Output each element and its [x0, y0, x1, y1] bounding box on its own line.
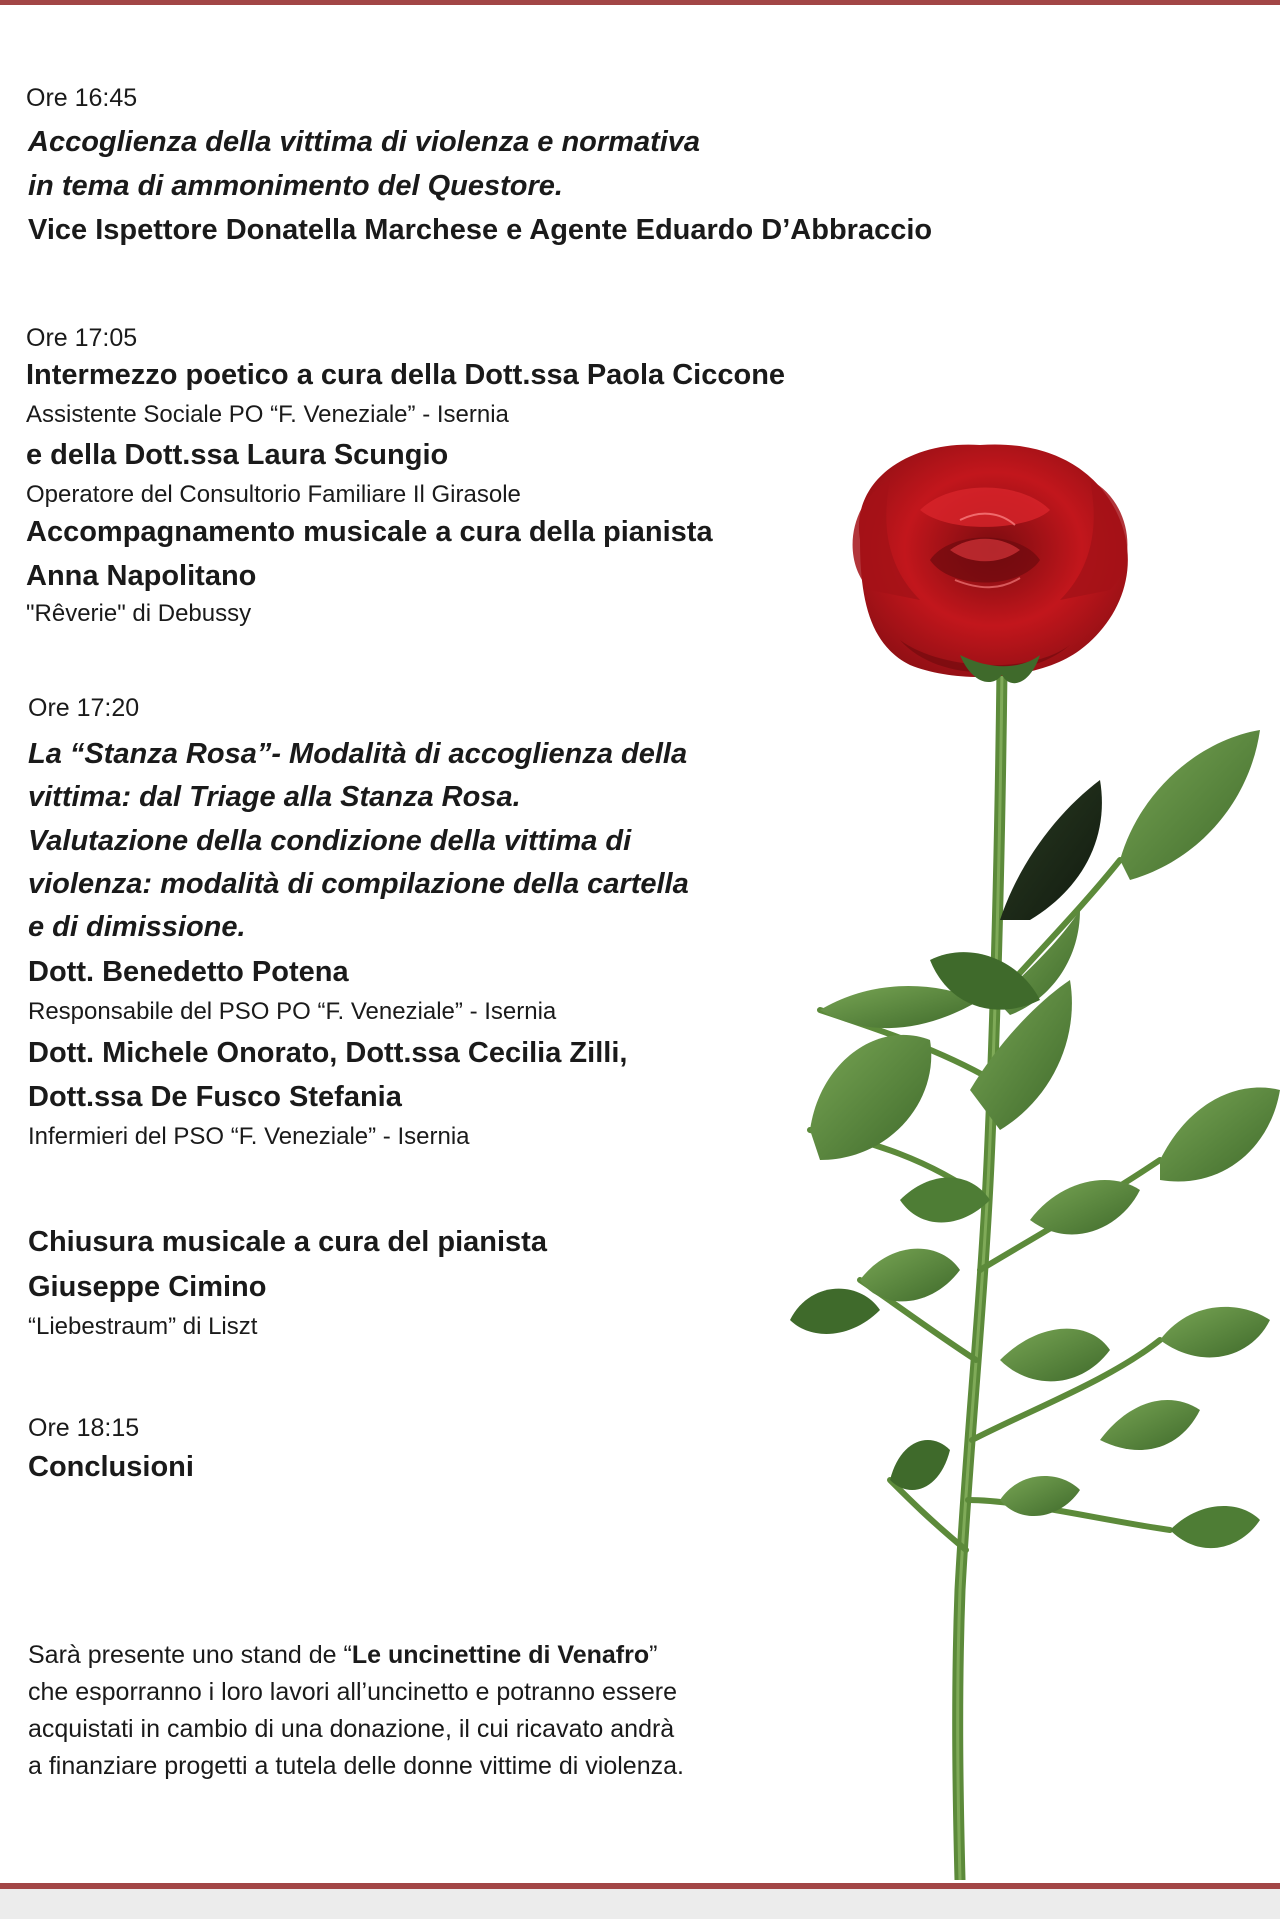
section-title-line: Valutazione della condizione della vittima di [28, 825, 632, 857]
music-line: Chiusura musicale a cura del pianista [28, 1226, 547, 1258]
note-line: a finanziare progetti a tutela delle donne vittime di violenza. [28, 1752, 684, 1780]
rose-illustration [700, 440, 1280, 1880]
note-line: Sarà presente uno stand de “Le uncinettine di Venafro” [28, 1641, 658, 1669]
speaker-role: Responsabile del PSO PO “F. Veneziale” - Isernia [28, 998, 557, 1025]
speaker-role: Operatore del Consultorio Familiare Il Girasole [26, 481, 521, 508]
bottom-strip [0, 1889, 1280, 1919]
speaker-line: e della Dott.ssa Laura Scungio [26, 439, 449, 471]
section-time: Ore 17:05 [26, 324, 138, 352]
section-title-line: Accoglienza della vittima di violenza e normativa [28, 126, 701, 158]
music-piece: “Liebestraum” di Liszt [28, 1313, 258, 1340]
music-performer: Anna Napolitano [26, 560, 257, 592]
music-performer: Giuseppe Cimino [28, 1271, 267, 1303]
section-speakers: Vice Ispettore Donatella Marchese e Agente Eduardo D’Abbraccio [28, 214, 933, 246]
music-line: Accompagnamento musicale a cura della pianista [26, 516, 713, 548]
section-title-line: La “Stanza Rosa”- Modalità di accoglienza della [28, 738, 688, 770]
note-paragraph [28, 1637, 684, 1785]
rose-leaves [790, 730, 1280, 1548]
rose-stem [958, 670, 1002, 1880]
section-title-line: in tema di ammonimento del Questore. [28, 170, 563, 202]
speaker-role: Assistente Sociale PO “F. Veneziale” - Isernia [26, 401, 509, 428]
speaker-line: Dott.ssa De Fusco Stefania [28, 1081, 402, 1113]
section-time: Ore 16:45 [26, 84, 138, 112]
speaker-line: Dott. Michele Onorato, Dott.ssa Cecilia Zilli, [28, 1037, 628, 1069]
speaker-role: Infermieri del PSO “F. Veneziale” - Isernia [28, 1123, 470, 1150]
stand-name: Le uncinettine di Venafro [351, 1641, 650, 1669]
rose-flower [853, 444, 1128, 683]
section-title: Conclusioni [28, 1451, 194, 1483]
section-title-line: vittima: dal Triage alla Stanza Rosa. [28, 781, 521, 813]
note-line: acquistati in cambio di una donazione, il cui ricavato andrà [28, 1715, 675, 1743]
section-title-line: violenza: modalità di compilazione della cartella [28, 868, 689, 900]
note-line: che esporranno i loro lavori all’uncinetto e potranno essere [28, 1678, 677, 1706]
speaker-line: Dott. Benedetto Potena [28, 956, 349, 988]
speaker-line: Intermezzo poetico a cura della Dott.ssa Paola Ciccone [26, 359, 786, 391]
music-piece: "Rêverie" di Debussy [26, 600, 252, 627]
section-time: Ore 18:15 [28, 1414, 140, 1442]
section-time: Ore 17:20 [28, 694, 140, 722]
section-title-line: e di dimissione. [28, 911, 246, 943]
